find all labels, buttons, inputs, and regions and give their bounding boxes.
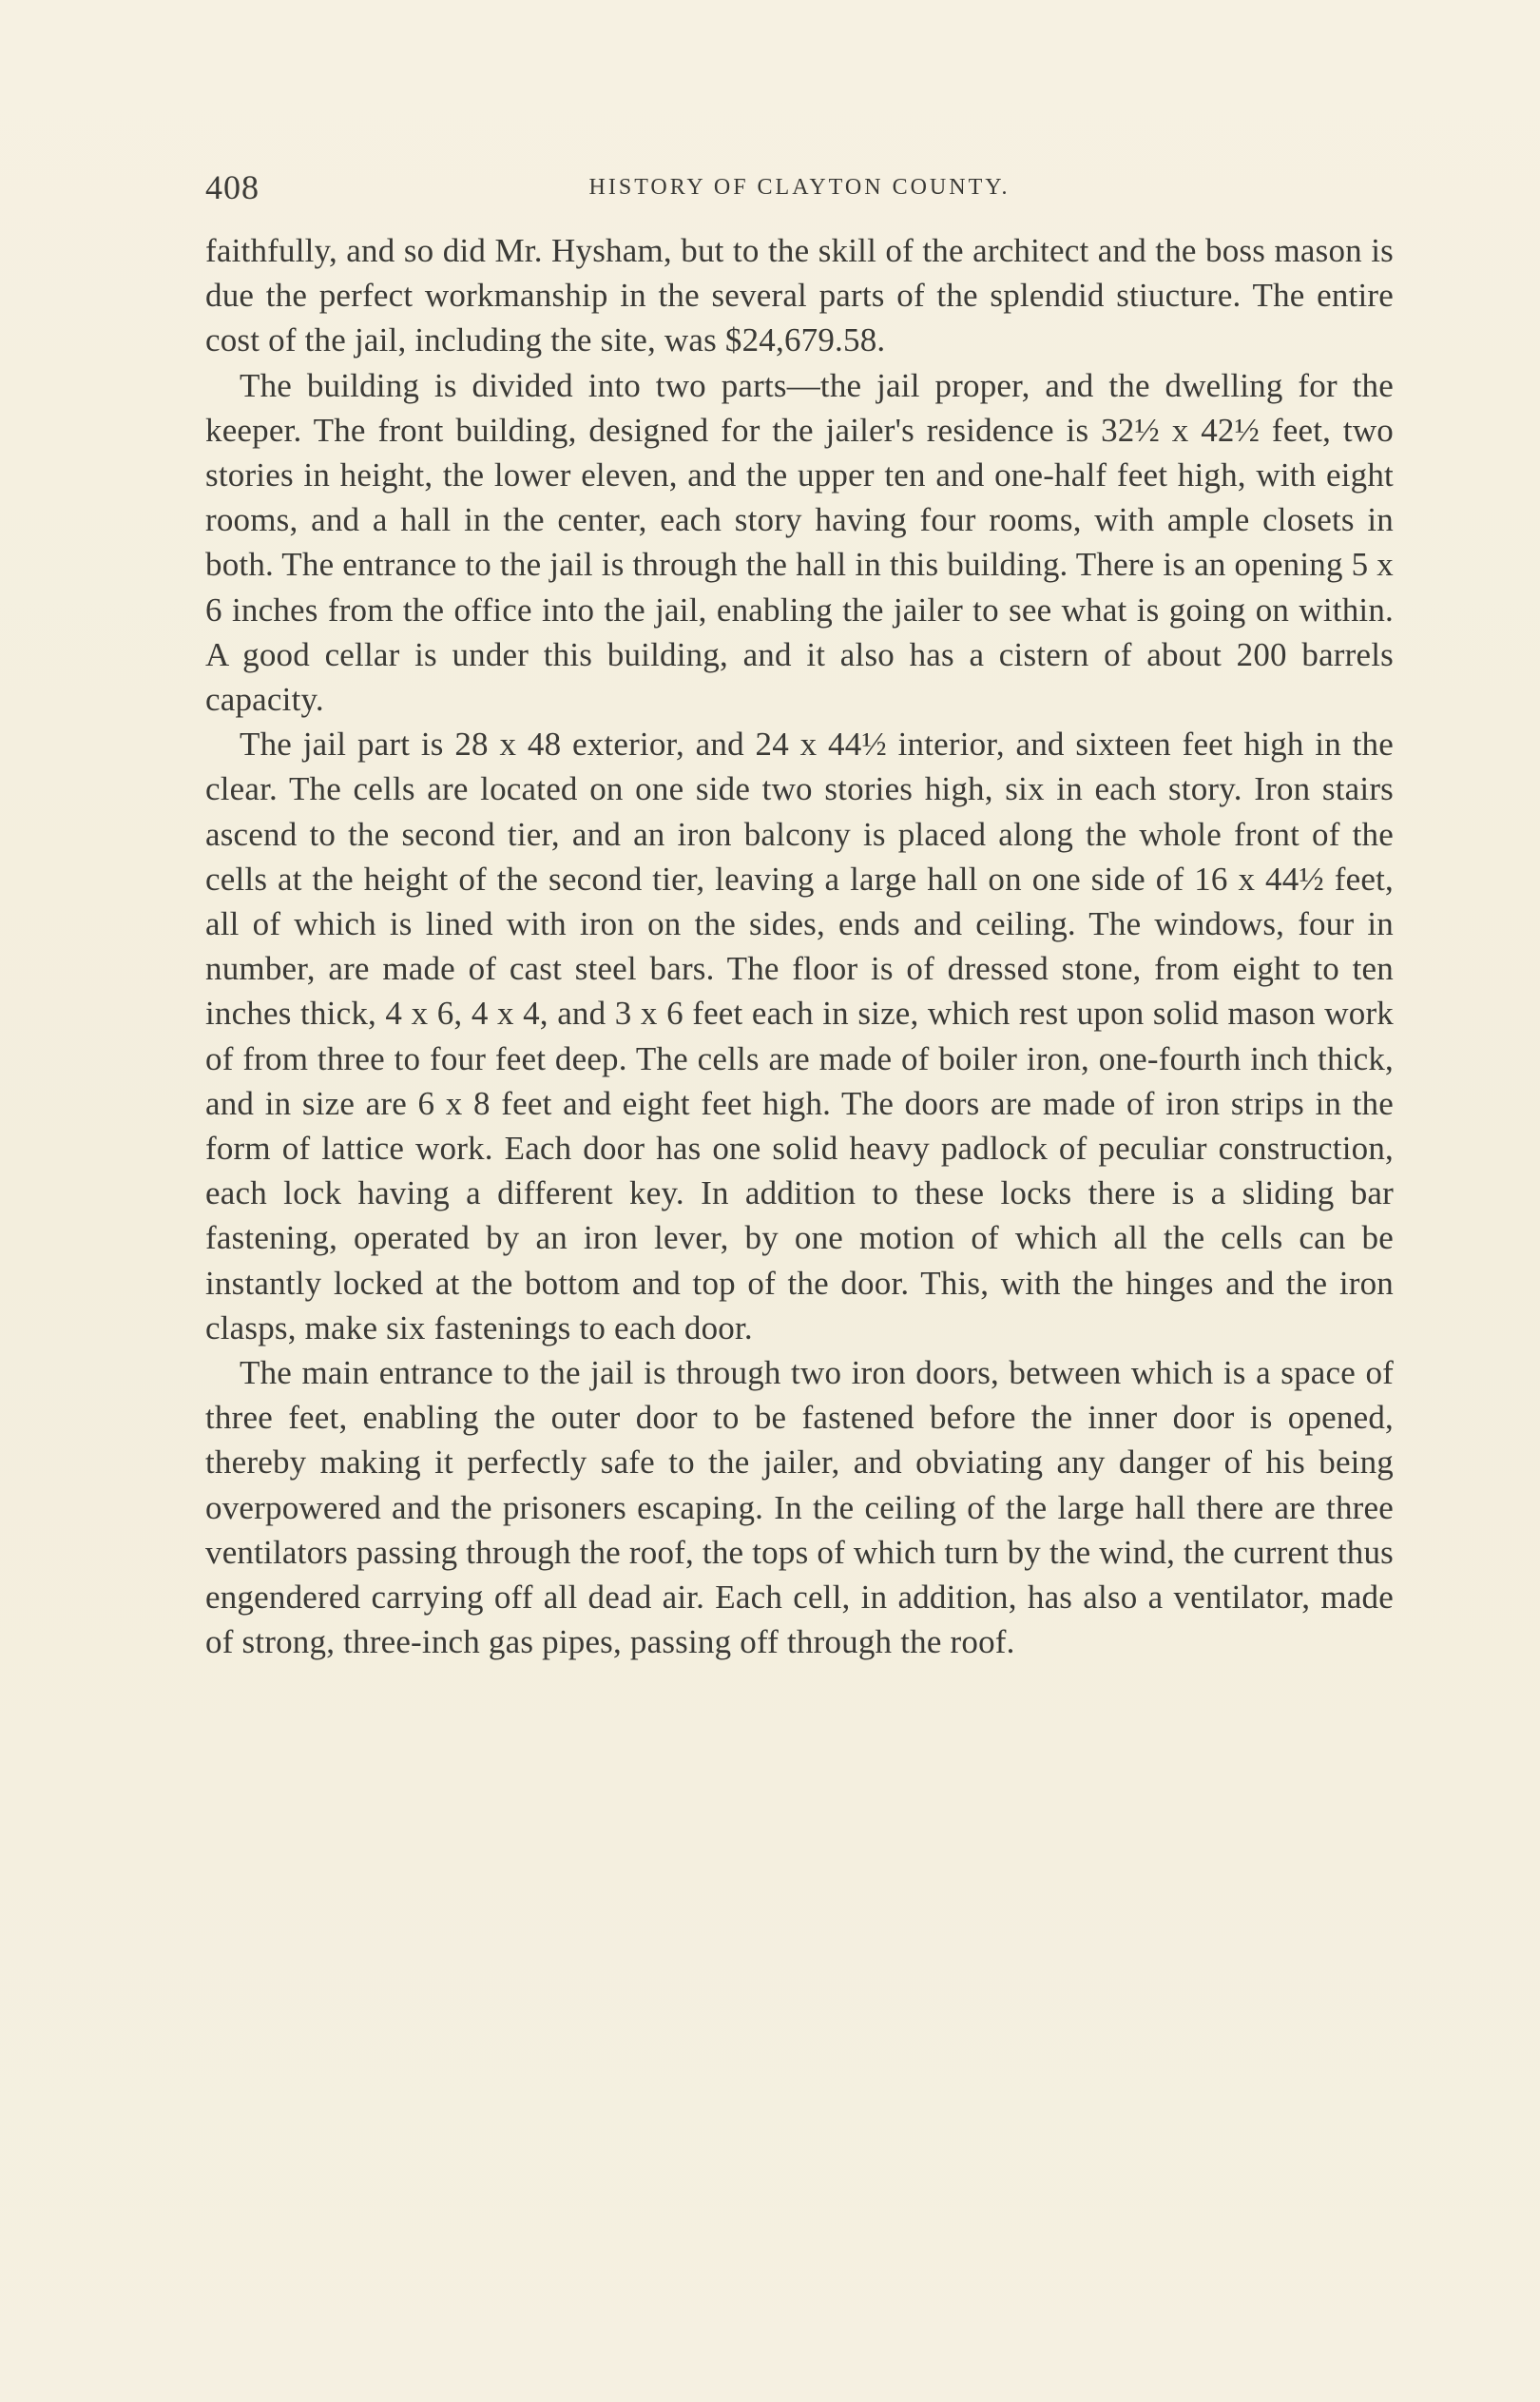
page-number: 408 — [205, 168, 260, 206]
paragraph-main-entrance: The main entrance to the jail is through two iron doors, between which is a space of three feet, enabling the outer door to be fastened before the inner door is opened, thereby making it perfectly safe to the jailer, and obviating any danger of his being overpowered and the prisoners escaping. In the ceiling of the large hall there are three ventilators passing through the roof, the tops of which turn by the wind, the current thus engendered carrying off all dead air. Each cell, in addition, has also a ventilator, made of strong, three-inch gas pipes, passing off through the roof. — [205, 1354, 1394, 1661]
body-text — [205, 228, 1394, 1665]
paragraph-continued: faithfully, and so did Mr. Hysham, but to the skill of the architect and the boss mason is due the perfect workmanship in the several parts of the splendid stiucture. The entire cost of the jail, including the site, was $24,679.58. — [205, 232, 1394, 359]
running-head — [205, 167, 1394, 205]
paragraph-jail-part: The jail part is 28 x 48 exterior, and 24 x 44½ interior, and sixteen feet high in the clear. The cells are located on one side two stories high, six in each story. Iron stairs ascend to the second tier, and an iron balcony is placed along the whole front of the cells at the height of the second tier, leaving a large hall on one side of 16 x 44½ feet, all of which is lined with iron on the sides, ends and ceiling. The windows, four in number, are made of cast steel bars. The floor is of dressed stone, from eight to ten inches thick, 4 x 6, 4 x 4, and 3 x 6 feet each in size, which rest upon solid mason work of from three to four feet deep. The cells are made of boiler iron, one-fourth inch thick, and in size are 6 x 8 feet and eight feet high. The doors are made of iron strips in the form of lattice work. Each door has one solid heavy padlock of peculiar construction, each lock having a different key. In addition to these locks there is a sliding bar fastening, operated by an iron lever, by one motion of which all the cells can be instantly locked at the bottom and top of the door. This, with the hinges and the iron clasps, make six fastenings to each door. — [205, 726, 1394, 1346]
running-title: HISTORY OF CLAYTON COUNTY. — [588, 175, 1011, 200]
paragraph-building-division: The building is divided into two parts—the jail proper, and the dwelling for the keeper. The front building, designed for the jailer's residence is 32½ x 42½ feet, two stories in height, the lower eleven, and the upper ten and one-half feet high, with eight rooms, and a hall in the center, each story having four rooms, with ample closets in both. The entrance to the jail is through the hall in this building. There is an opening 5 x 6 inches from the office into the jail, enabling the jailer to see what is going on within. A good cellar is under this building, and it also has a cistern of about 200 barrels capacity. — [205, 366, 1394, 719]
